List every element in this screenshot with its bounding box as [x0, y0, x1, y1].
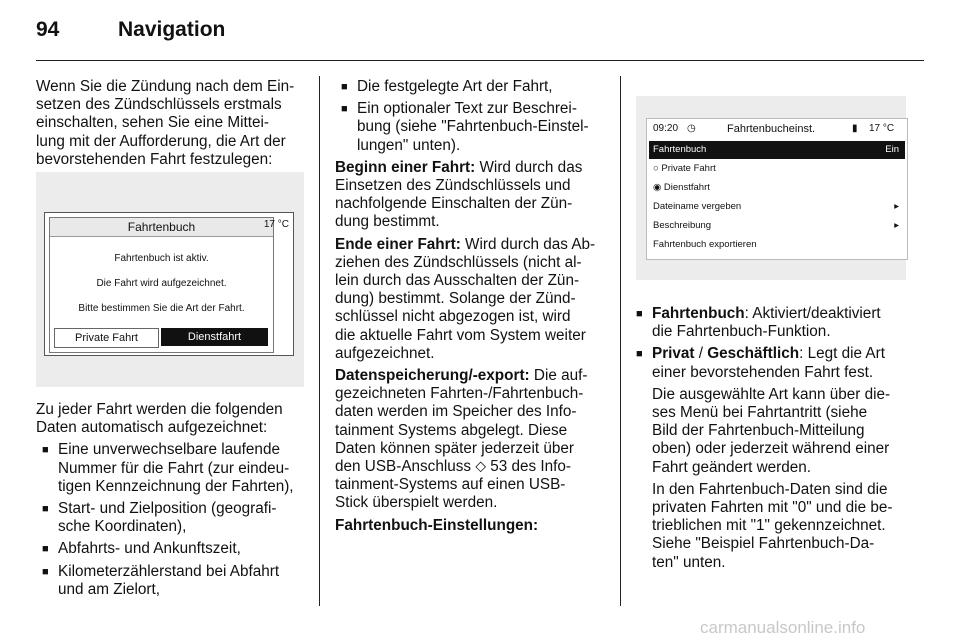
list-item: ■ Die festgelegte Art der Fahrt,	[341, 78, 607, 96]
logbook-dialog	[49, 217, 274, 353]
menu-item-export[interactable]: Fahrtenbuch exportieren	[653, 239, 757, 250]
dialog-line-active: Fahrtenbuch ist aktiv.	[114, 253, 209, 264]
list-item: ■ Privat / Geschäftlich: Legt die Art einer bevorstehenden Fahrt fest.	[636, 345, 926, 381]
temperature-readout: 17 °C	[869, 123, 895, 134]
menu-title: Fahrtenbucheinst.	[727, 123, 816, 135]
dialog-line-prompt: Bitte bestimmen Sie die Art der Fahrt.	[78, 303, 245, 314]
list-item: ■ Kilometerzählerstand bei Abfahrt und am Zielort,	[42, 563, 308, 599]
settings-heading: Fahrtenbuch-Einstellungen:	[335, 516, 539, 534]
list-item: ■ Abfahrts- und Ankunftszeit,	[42, 540, 308, 558]
trip-type-code-paragraph: In den Fahrtenbuch-Daten sind die privaten Fahrten mit "0" und die be- trieblichen mit "1" gekennzeichnet. Siehe "Beispiel Fahrtenbuch-Da- ten" unten.	[652, 480, 893, 571]
list-item: ■ Start- und Zielposition (geografi- sche Koordinaten),	[42, 500, 308, 536]
menu-item-private-trip[interactable]: ○ Private Fahrt	[653, 163, 716, 174]
header-divider	[36, 60, 924, 61]
column-2	[335, 78, 607, 539]
menu-item-description[interactable]: Beschreibung ▸	[649, 217, 905, 235]
trip-end-paragraph: Ende einer Fahrt: Wird durch das Ab- ziehen des Zündschlüssels (nicht al- lein durch das Ausschalten der Zün- dung) bestimmt. Solange der Zünd- schlüssel nicht abgezogen ist, wird die aktuelle Fahrt vom System weiter aufgezeichnet.	[335, 235, 596, 362]
dialog-title: Fahrtenbuch	[50, 218, 273, 237]
recorded-data-intro: Zu jeder Fahrt werden die folgenden Daten automatisch aufgezeichnet:	[36, 401, 283, 437]
column-3	[636, 305, 926, 576]
column-divider-1	[319, 76, 320, 606]
dialog-line-recording: Die Fahrt wird aufgezeichnet.	[96, 278, 227, 289]
column-1-lower	[36, 401, 308, 603]
menu-item-filename[interactable]: Dateiname vergeben ▸	[649, 198, 905, 216]
logbook-dialog-figure	[36, 172, 304, 387]
list-item: ■ Ein optionaler Text zur Beschrei- bung (siehe "Fahrtenbuch-Einstel- lungen" unten).	[341, 100, 607, 155]
dialog-button-row	[54, 328, 268, 346]
trip-type-change-paragraph: Die ausgewählte Art kann über die- ses Menü bei Fahrtantritt (siehe Bild der Fahrtenbuch-Mitteilung oben) oder jederzeit während einer Fahrt geändert werden.	[652, 385, 891, 476]
column-divider-2	[620, 76, 621, 606]
menu-item-business-trip[interactable]: ◉ Dienstfahrt	[653, 182, 710, 193]
phone-icon: ▮	[852, 123, 858, 134]
status-bar	[647, 119, 907, 139]
logbook-settings-screen	[646, 118, 908, 260]
column-1	[36, 78, 308, 173]
page-number: 94	[36, 18, 60, 41]
business-trip-button[interactable]: Dienstfahrt	[161, 328, 268, 346]
chevron-right-icon: ▸	[894, 220, 899, 231]
page-title: Navigation	[118, 18, 226, 41]
menu-item-logbook[interactable]: Fahrtenbuch Ein	[649, 141, 905, 159]
list-item: ■ Eine unverwechselbare laufende Nummer für die Fahrt (zur eindeu- tigen Kennzeichnung der Fahrten),	[42, 441, 308, 496]
trip-start-paragraph: Beginn einer Fahrt: Wird durch das Einsetzen des Zündschlüssels und nachfolgende Einschalten der Zün- dung bestimmt.	[335, 158, 583, 231]
chevron-right-icon: ▸	[894, 201, 899, 212]
logbook-dialog-screen	[44, 212, 294, 356]
list-item: ■ Fahrtenbuch: Aktiviert/deaktiviert die Fahrtenbuch-Funktion.	[636, 305, 926, 341]
clock-readout: 09:20	[653, 123, 679, 134]
logbook-settings-figure	[636, 96, 906, 280]
watermark: carmanualsonline.info	[700, 618, 866, 637]
private-trip-button[interactable]: Private Fahrt	[54, 328, 159, 348]
data-storage-paragraph: Datenspeicherung/-export: Die auf- gezeichneten Fahrten-/Fahrtenbuch- daten werden im Speicher des Info- tainment Systems abgelegt. Diese Daten können später jederzeit über den USB-Anschluss ⬦ 53 des Info- tainment-Systems auf einen USB- Stick überspielt werden.	[335, 367, 588, 512]
clock-icon: ◷	[687, 123, 696, 134]
temperature-readout: 17 °C	[263, 219, 289, 230]
intro-paragraph: Wenn Sie die Zündung nach dem Ein- setzen des Zündschlüssels erstmals einschalten, sehen Sie eine Mittei- lung mit der Aufforderung, die Art der bevorstehenden Fahrt festzulegen:	[36, 78, 295, 168]
